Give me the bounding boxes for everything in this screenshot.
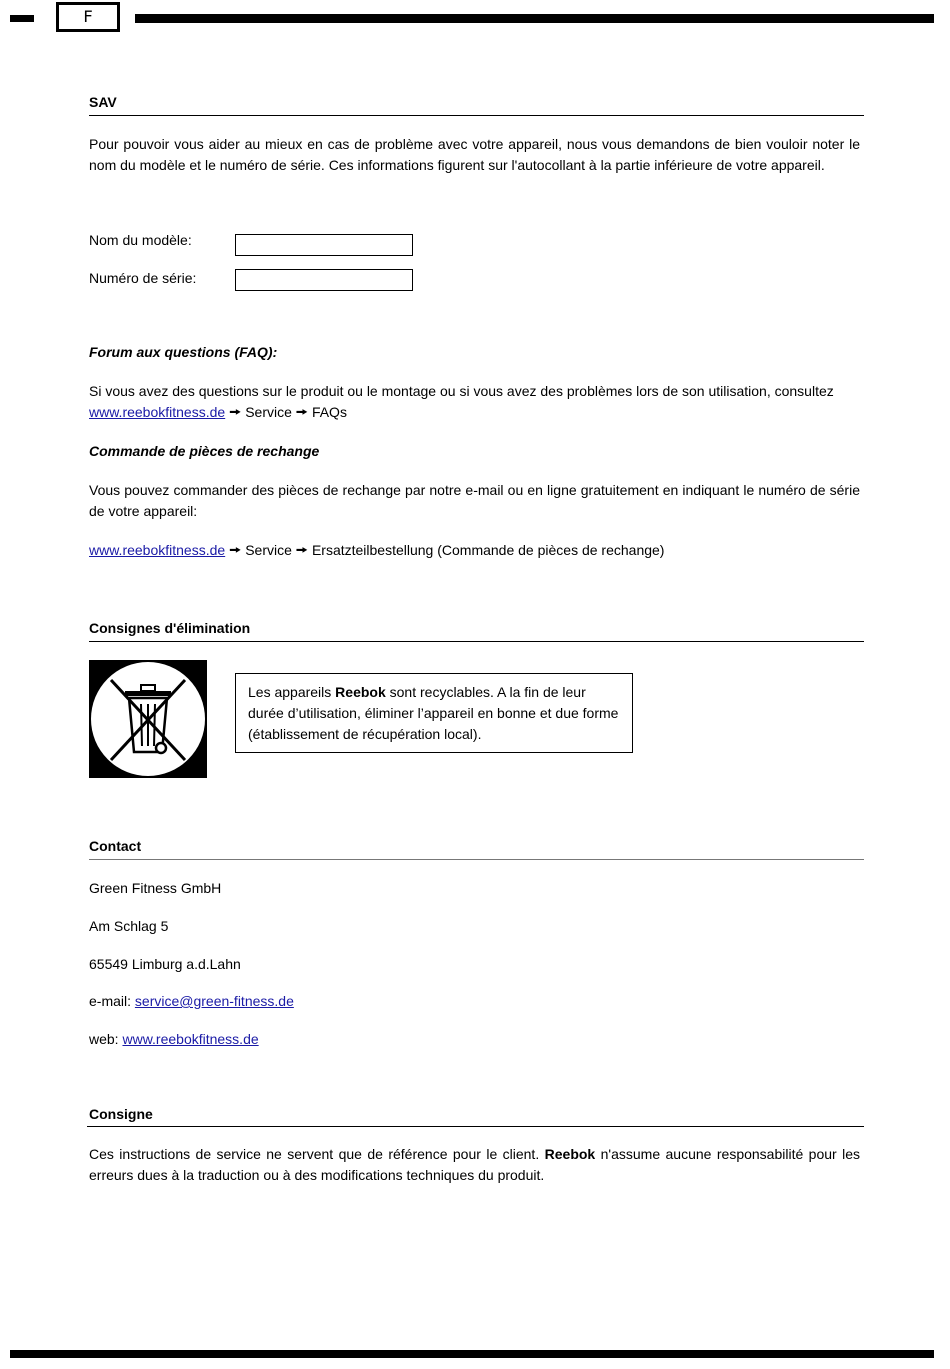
crossed-out-bin-icon [89,660,207,778]
email-link[interactable]: service@green-fitness.de [134,993,294,1009]
consigne-heading: Consigne [89,1106,153,1122]
brand-name: Reebok [544,1146,596,1162]
faq-path-service: Service [245,404,292,420]
email-label: e-mail: [89,993,132,1009]
parts-link[interactable]: www.reebokfitness.de [89,542,226,558]
consigne-rule [87,1126,864,1127]
language-label: F [83,7,93,26]
sav-heading: SAV [89,94,117,110]
contact-heading: Contact [89,838,142,854]
faq-path-faqs: FAQs [311,404,347,420]
parts-link-line [89,540,860,561]
arrow-right-icon: 🠚 [295,404,309,420]
sav-text: Pour pouvoir vous aider au mieux en cas de problème avec votre appareil, nous vous demandons de bien vouloir noter le nom du modèle et le numéro de série. Ces informations figurent sur l'autocollant à la partie inférieure de votre appareil. [89,136,860,173]
arrow-right-icon: 🠚 [229,542,242,558]
disposal-heading: Consignes d'élimination [89,620,251,636]
top-bar-left [10,15,34,22]
faq-text: Si vous avez des questions sur le produit ou le montage ou si vous avez des problèmes lors de son utilisation, consultez [89,383,834,399]
parts-path-order: Ersatzteilbestellung (Commande de pièces de rechange) [311,542,665,558]
contact-street: Am Schlag 5 [89,918,169,934]
parts-text: Vous pouvez commander des pièces de rechange par notre e-mail ou en ligne gratuitement en indiquant le numéro de série de votre appareil: [89,482,860,519]
faq-paragraph [89,381,860,423]
top-bar-right [135,14,934,23]
parts-heading: Commande de pièces de rechange [89,443,320,459]
sav-rule [89,115,864,116]
contact-web-line [89,1031,259,1047]
disposal-notice: Les appareils Reebok sont recyclables. A la fin de leur durée d’utilisation, éliminer l’appareil en bonne et due forme (établissement de récupération local). [235,673,633,753]
arrow-right-icon: 🠚 [229,404,242,420]
contact-email-line [89,993,294,1009]
contact-city: 65549 Limburg a.d.Lahn [89,956,241,972]
brand-name: Reebok [335,684,386,700]
contact-rule [89,859,864,860]
model-field[interactable] [235,234,413,256]
disposal-rule [89,641,864,642]
serial-label: Numéro de série: [89,270,197,286]
faq-heading: Forum aux questions (FAQ): [89,344,278,360]
arrow-right-icon: 🠚 [295,542,309,558]
model-label: Nom du modèle: [89,232,192,248]
faq-link[interactable]: www.reebokfitness.de [89,404,226,420]
contact-company: Green Fitness GmbH [89,880,222,896]
web-label: web: [89,1031,119,1047]
serial-field[interactable] [235,269,413,291]
bottom-bar [10,1350,934,1358]
web-link[interactable]: www.reebokfitness.de [122,1031,259,1047]
language-tab [56,2,120,32]
parts-path-service: Service [245,542,292,558]
consigne-text: Ces instructions de service ne servent que de référence pour le client. Reebok n'assume aucune responsabilité pour les erreurs dues à la traduction ou à des modifications techniques du produit. [89,1146,860,1183]
